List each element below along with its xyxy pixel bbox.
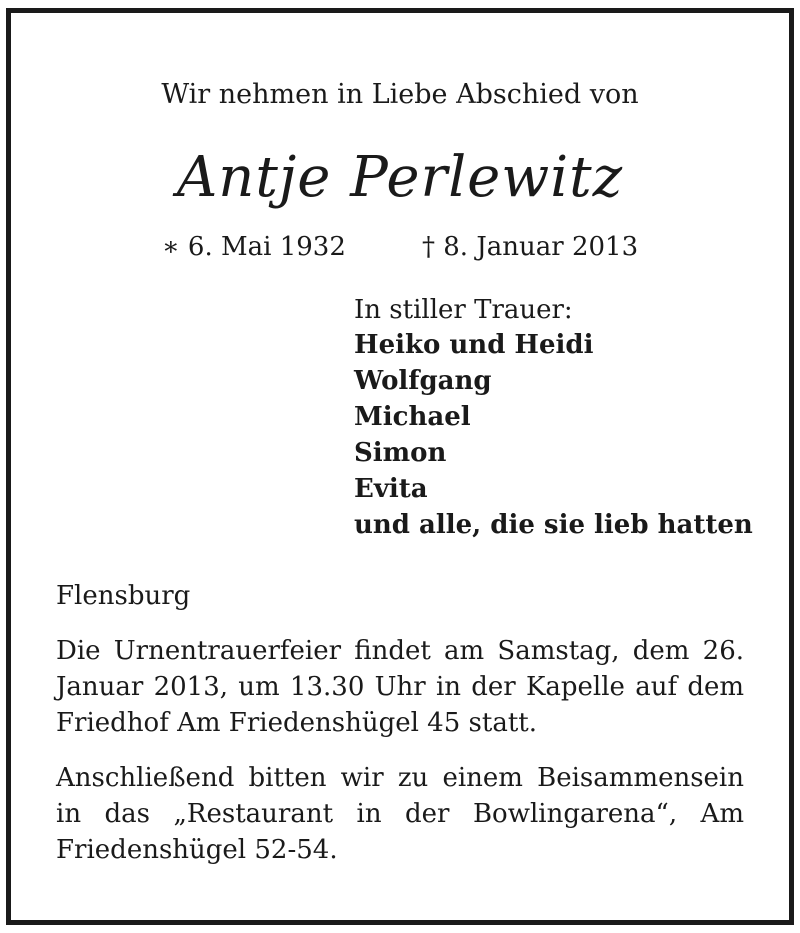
mourner-name: Simon [354, 438, 447, 468]
intro-line: Wir nehmen in Liebe Abschied von [161, 79, 639, 110]
mourner-name: Heiko und Heidi [354, 330, 594, 360]
mourner-name: Evita [354, 474, 428, 504]
gathering-paragraph: Anschließend bitten wir zu einem Beisammensein in das „Restaurant in der Bowlingarena“, Am Friedenshügel 52-54. [56, 763, 744, 865]
deceased-name: Antje Perlewitz [176, 145, 624, 210]
mourner-name: und alle, die sie lieb hatten [354, 510, 753, 540]
mourning-label: In stiller Trauer: [354, 295, 573, 325]
birth-date: ∗ 6. Mai 1932 [162, 232, 346, 262]
mourner-name: Wolfgang [354, 366, 492, 396]
mourner-name: Michael [354, 402, 471, 432]
mourners-block [354, 293, 753, 543]
ceremony-paragraph: Die Urnentrauerfeier findet am Samstag, dem 26. Januar 2013, um 13.30 Uhr in der Kapelle auf dem Friedhof Am Friedenshügel 45 statt. [56, 636, 744, 738]
death-date: † 8. Januar 2013 [422, 232, 639, 262]
place-line: Flensburg [56, 581, 191, 611]
